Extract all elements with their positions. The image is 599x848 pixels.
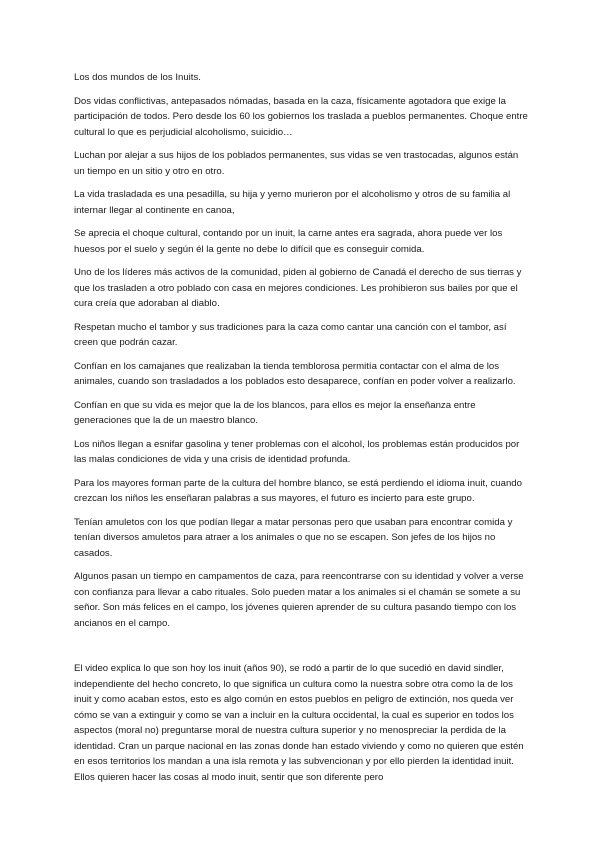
- paragraph: Tenían amuletos con los que podían llegar a matar personas pero que usaban para encontrar comida y tenían diversos amuletos para atraer a los animales o que no se escapen. Son jefes de los hijos no casados.: [74, 516, 513, 559]
- paragraph: Para los mayores forman parte de la cultura del hombre blanco, se está perdiendo el idioma inuit, cuando crezcan los niños les enseñaran palabras a sus mayores, el futuro es incierto para este grupo.: [74, 477, 522, 504]
- document-title: Los dos mundos de los Inuits.: [74, 72, 201, 83]
- paragraph: Se aprecia el choque cultural, contando por un inuit, la carne antes era sagrada, ahora puede ver los huesos por el suelo y según él la gente no debe lo difícil que es conseguir comida.: [74, 228, 503, 255]
- paragraph: Luchan por alejar a sus hijos de los poblados permanentes, sus vidas se ven trastocadas, algunos están un tiempo en un sitio y otro en otro.: [74, 150, 519, 177]
- paragraph: Dos vidas conflictivas, antepasados nómadas, basada en la caza, físicamente agotadora que exige la participación de todos. Pero desde los 60 los gobiernos los traslada a pueblos permanentes. Choque entre cultural lo que es perjudicial alcoholismo, suicidio…: [74, 95, 528, 138]
- paragraph: Confían en que su vida es mejor que la de los blancos, para ellos es mejor la enseñanza entre generaciones que la de un maestro blanco.: [74, 399, 476, 426]
- paragraph: El video explica lo que son hoy los inuit (años 90), se rodó a partir de lo que sucedió en david sindler, independiente del hecho concreto, lo que significa un cultura como la nuestra sobre otra como la de los inuit y como acaban estos, esto es algo común en estos pueblos en peligro de extinción, nos queda ver cómo se van a extinguir y como se van a incluir en la cultura occidental, la cual es superior en todos los aspectos (moral no) preguntarse moral de nuestra cultura superior y no menospreciar la perdida de la identidad. Cran un parque nacional en las zonas donde han estado viviendo y como no quieren que estén en esos territorios los mandan a una isla remota y las subvencionan y por ello pierden la identidad inuit. Ellos quieren hacer las cosas al modo inuit, sentir que son diferente pero: [74, 663, 524, 783]
- paragraph: Uno de los líderes más activos de la comunidad, piden al gobierno de Canadá el derecho de sus tierras y que los trasladen a otro poblado con casa en mejores condiciones. Les prohibieron sus bailes por que el cura creía que adoraban al diablo.: [74, 267, 522, 309]
- paragraph: La vida trasladada es una pesadilla, su hija y yerno murieron por el alcoholismo y otros de su familia al internar llegar al continente en canoa,: [74, 189, 511, 216]
- paragraph: Respetan mucho el tambor y sus tradiciones para la caza como cantar una canción con el tambor, así creen que podrán cazar.: [74, 321, 507, 348]
- paragraph: Algunos pasan un tiempo en campamentos de caza, para reencontrarse con su identidad y volver a verse con confianza para llevar a cabo rituales. Solo pueden matar a los animales si el chamán se somete a su señor. Son más felices en el campo, los jóvenes quieren aprender de su cultura pasando tiempo con los ancianos en el campo.: [74, 571, 524, 629]
- paragraph: Los niños llegan a esnifar gasolina y tener problemas con el alcohol, los problemas están producidos por las malas condiciones de vida y una crisis de identidad profunda.: [74, 438, 520, 465]
- paragraph: Confían en los camajanes que realizaban la tienda temblorosa permitía contactar con el alma de los animales, cuando son trasladados a los poblados esto desaparece, confían en poder volver a realizarlo.: [74, 360, 516, 387]
- document-body: [74, 70, 529, 793]
